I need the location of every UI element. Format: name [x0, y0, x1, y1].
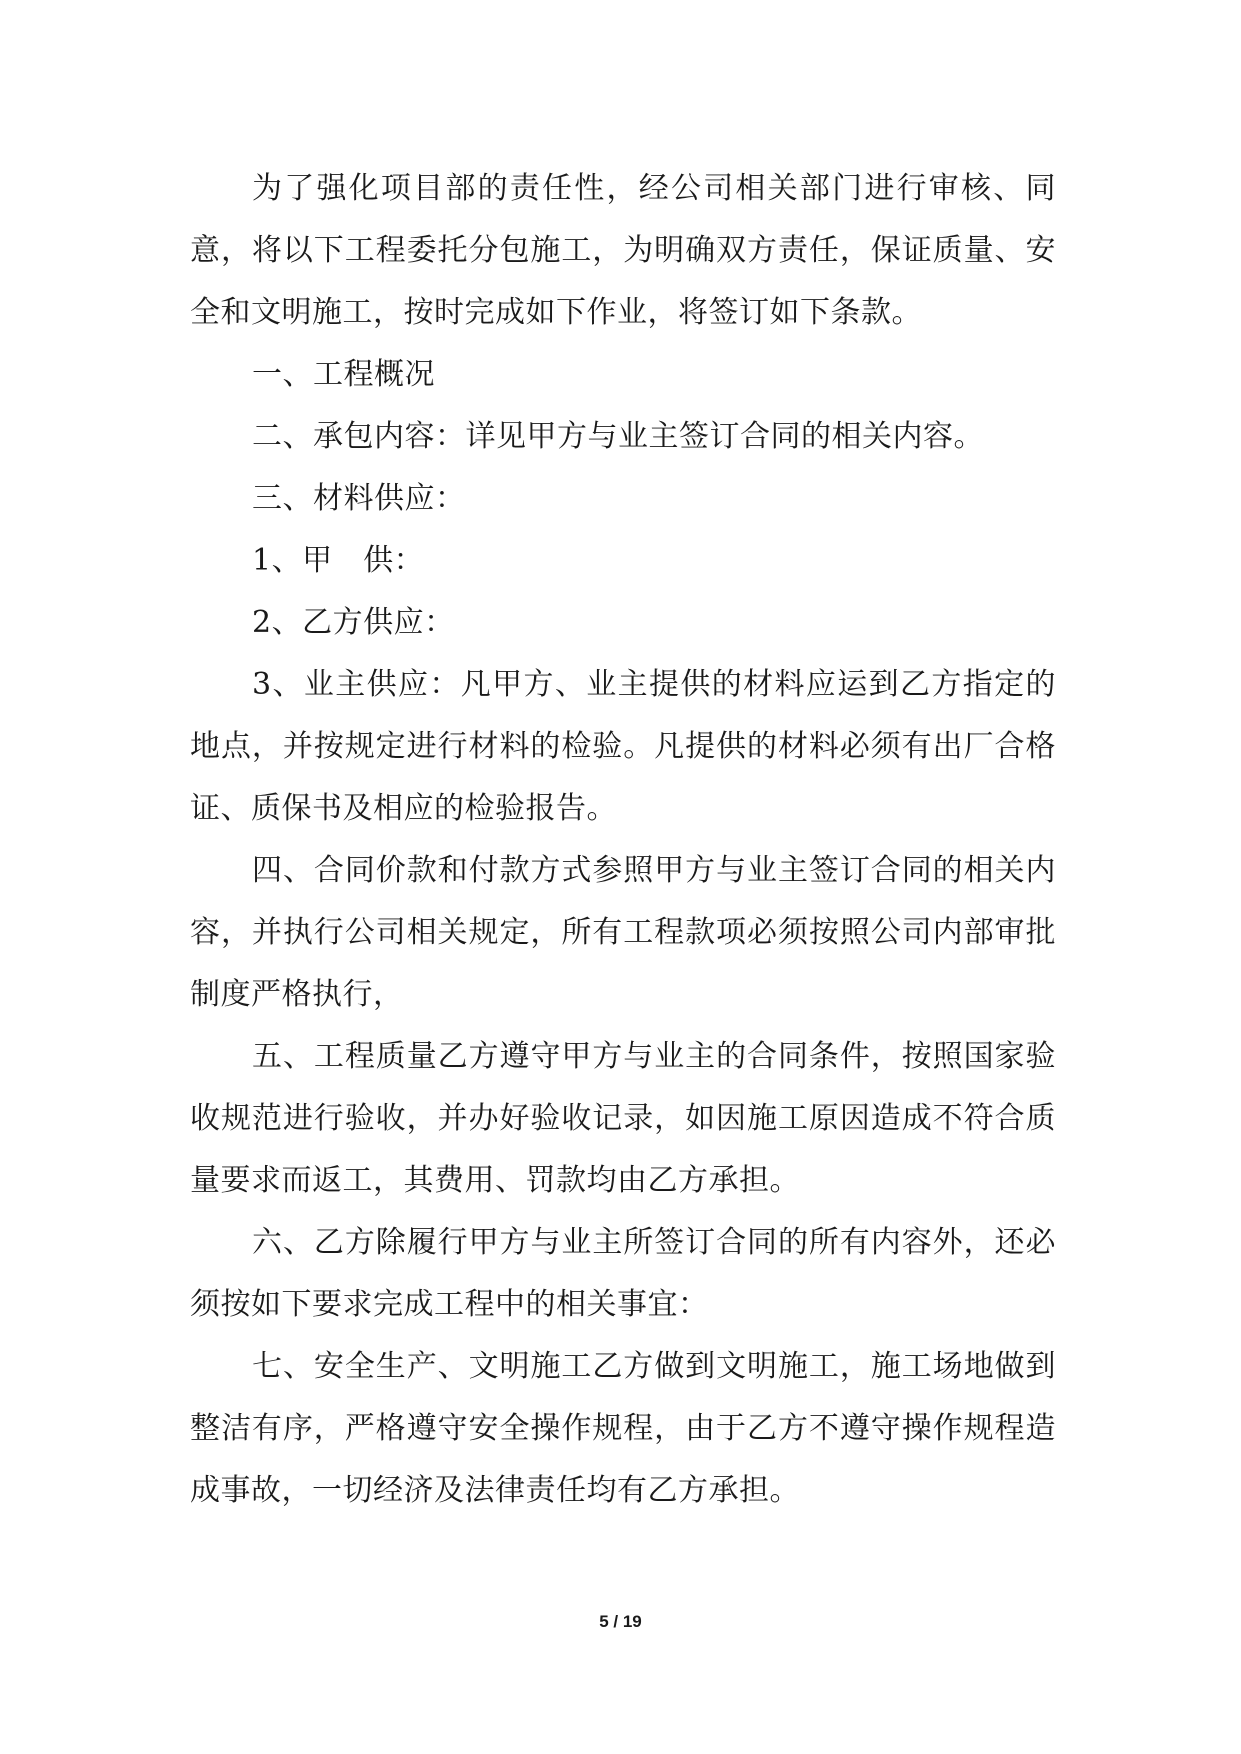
paragraph-section-2: 二、承包内容：详见甲方与业主签订合同的相关内容。	[252, 419, 984, 454]
document-body	[190, 158, 1056, 1522]
paragraph-section-4: 四、合同价款和付款方式参照甲方与业主签订合同的相关内容，并执行公司相关规定，所有工程款项必须按照公司内部审批制度严格执行，	[190, 853, 1056, 1012]
paragraph-item-3: 3、业主供应：凡甲方、业主提供的材料应运到乙方指定的地点，并按规定进行材料的检验。凡提供的材料必须有出厂合格证、质保书及相应的检验报告。	[190, 667, 1056, 826]
paragraph-section-7: 七、安全生产、文明施工乙方做到文明施工，施工场地做到整洁有序，严格遵守安全操作规程，由于乙方不遵守操作规程造成事故，一切经济及法律责任均有乙方承担。	[190, 1349, 1056, 1508]
page-number: 5 / 19	[599, 1612, 642, 1631]
paragraph-section-3: 三、材料供应：	[252, 481, 466, 516]
paragraph-item-1: 1、甲 供：	[252, 543, 425, 578]
paragraph-intro: 为了强化项目部的责任性，经公司相关部门进行审核、同意，将以下工程委托分包施工，为明确双方责任，保证质量、安全和文明施工，按时完成如下作业，将签订如下条款。	[190, 171, 1056, 330]
paragraph-section-1: 一、工程概况	[252, 357, 435, 392]
paragraph-item-2: 2、乙方供应：	[252, 605, 455, 640]
paragraph-section-5: 五、工程质量乙方遵守甲方与业主的合同条件，按照国家验收规范进行验收，并办好验收记录，如因施工原因造成不符合质量要求而返工，其费用、罚款均由乙方承担。	[190, 1039, 1056, 1198]
paragraph-section-6: 六、乙方除履行甲方与业主所签订合同的所有内容外，还必须按如下要求完成工程中的相关事宜：	[190, 1225, 1056, 1322]
